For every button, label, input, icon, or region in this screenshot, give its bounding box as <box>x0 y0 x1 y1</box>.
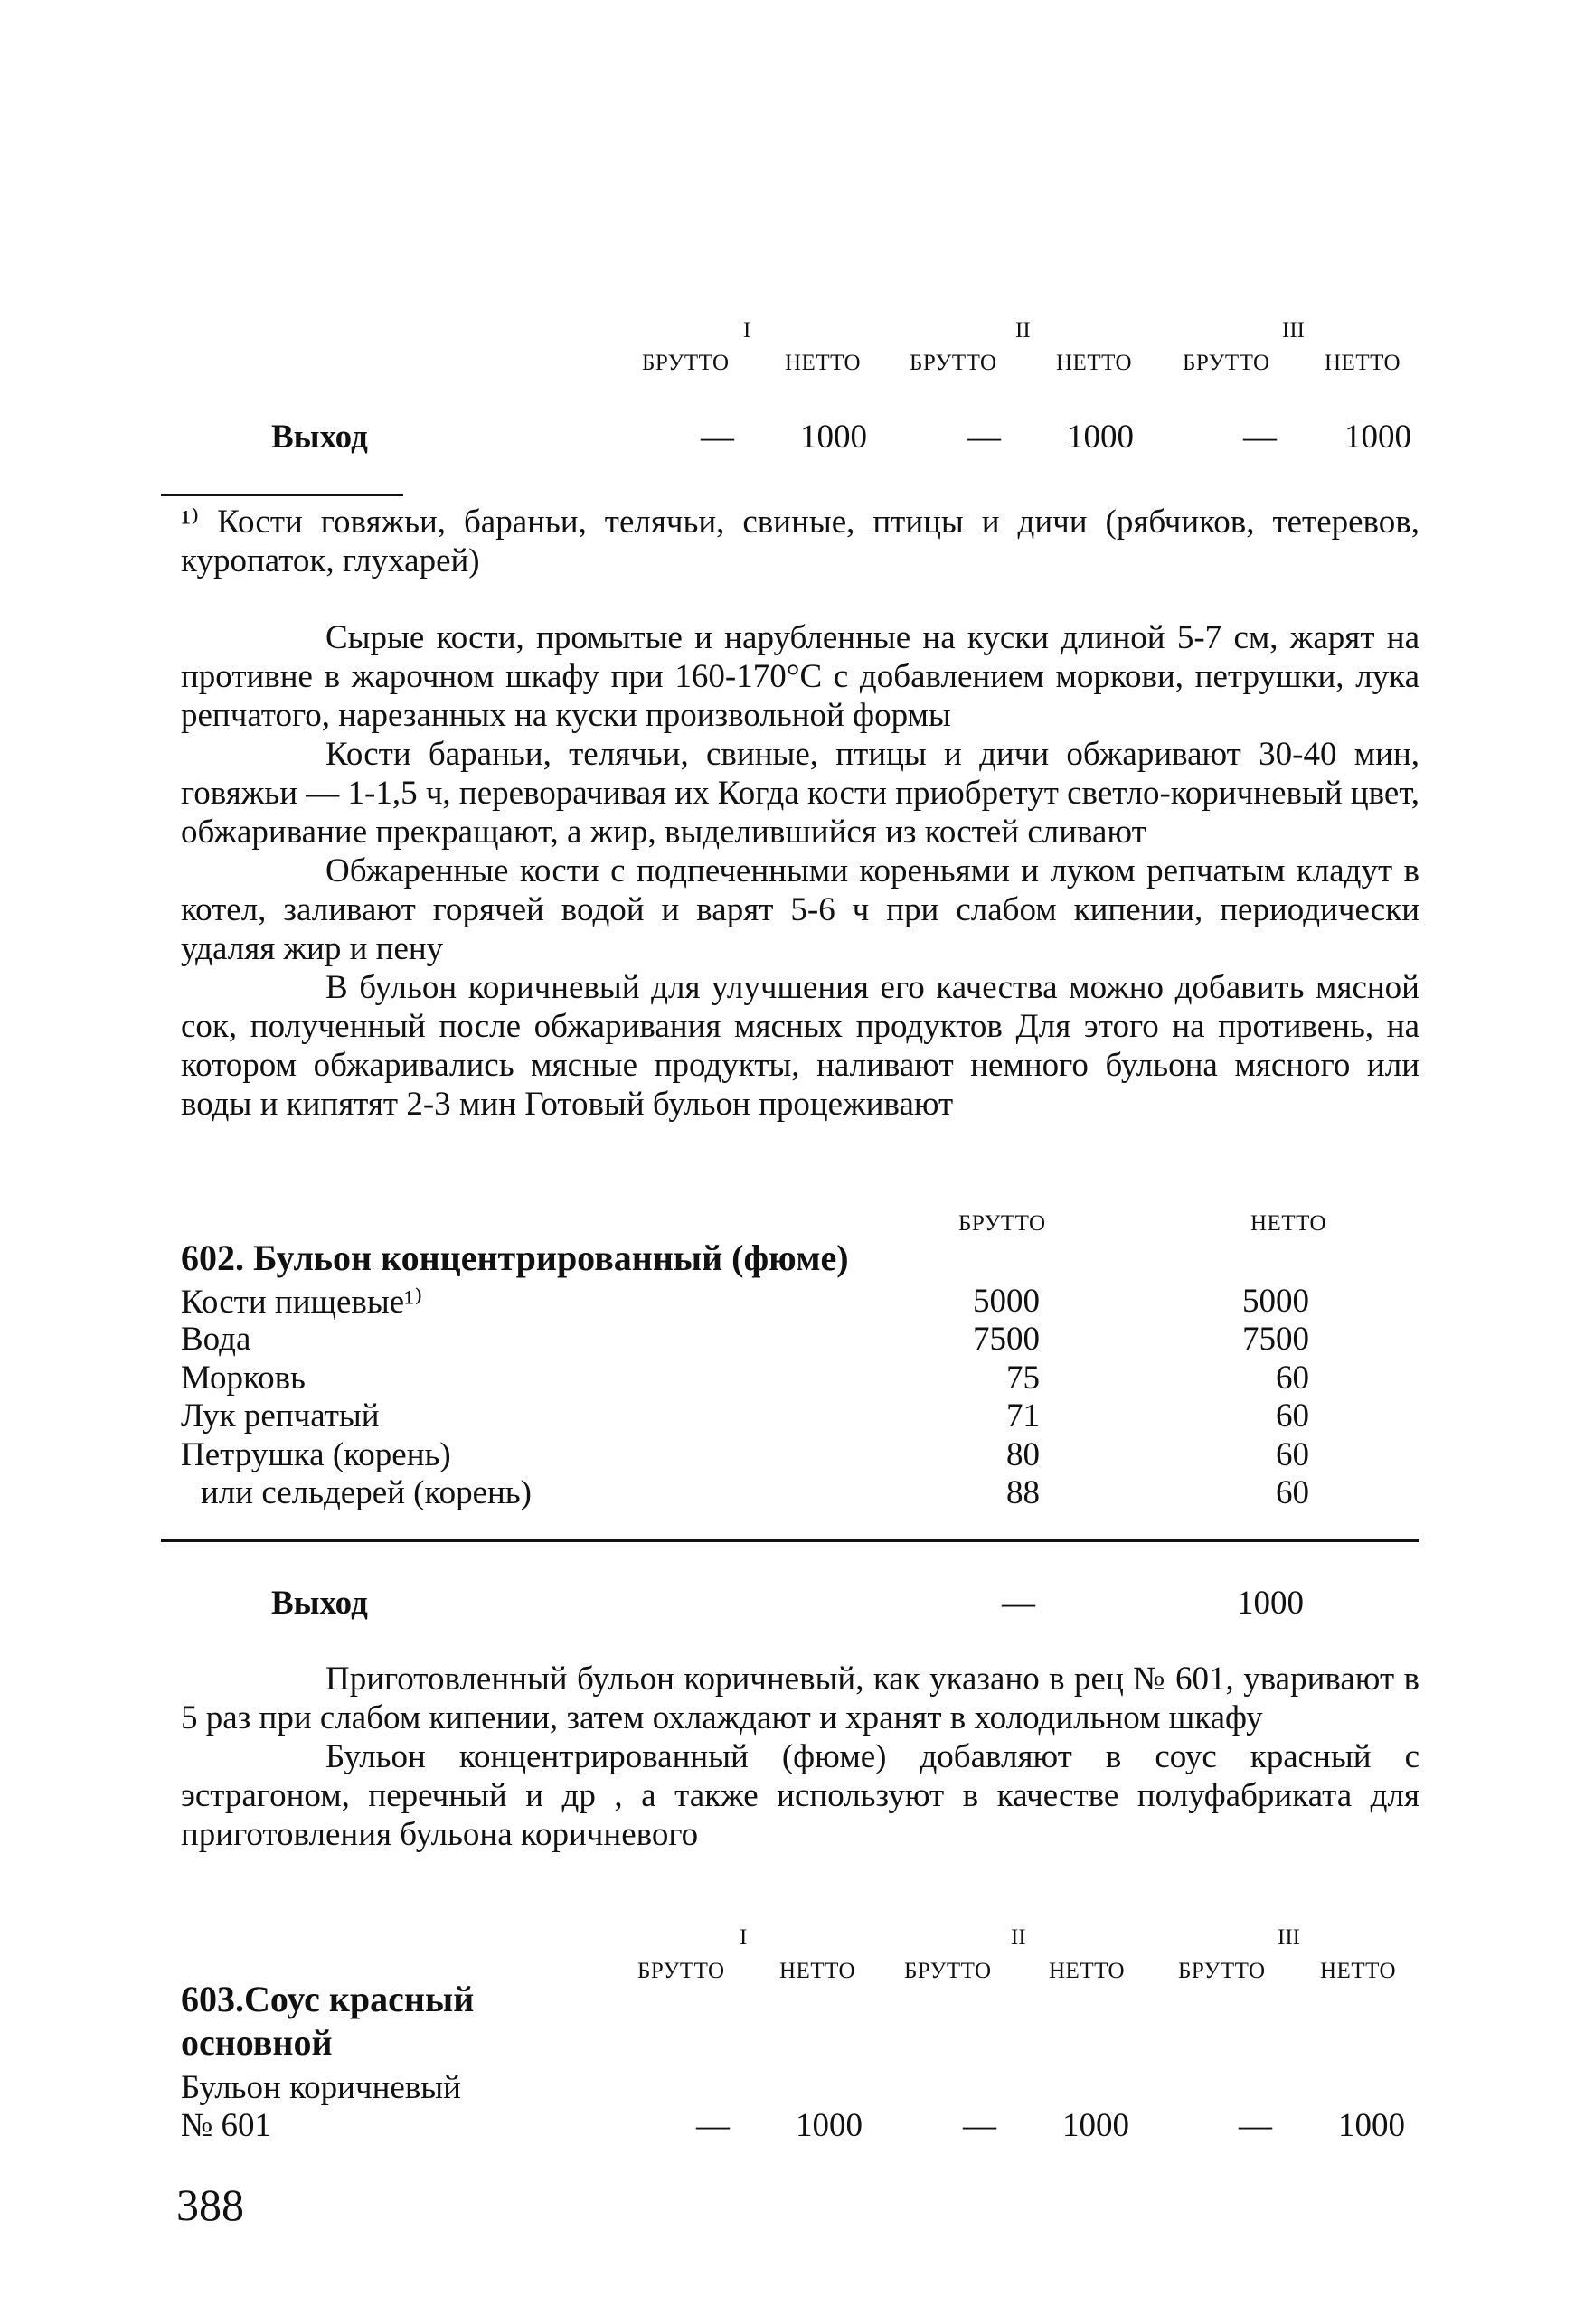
ingredient-netto: 7500 <box>1242 1321 1309 1358</box>
ingredient-brutto: 5000 <box>973 1283 1040 1320</box>
ingredient-name: Морковь <box>181 1360 306 1397</box>
ingredient-name: Вода <box>181 1321 251 1358</box>
column-group-III: III <box>1282 318 1305 343</box>
r603-ingredient-line2: № 601 <box>181 2107 272 2144</box>
ingredient-netto: 60 <box>1276 1397 1309 1435</box>
recipe-602-text <box>181 1660 1419 1854</box>
header-netto-3: НЕТТО <box>1325 351 1401 375</box>
ingredient-brutto: 7500 <box>973 1321 1040 1358</box>
r602-yield-brutto: — <box>1002 1585 1035 1622</box>
footnote-text: ¹⁾ Кости говяжьи, бараньи, телячьи, свиные, птицы и дичи (рябчиков, тетеревов, куропаток, глухарей) <box>181 503 1419 579</box>
column-group-I: I <box>743 318 751 343</box>
table-rule <box>161 1539 1419 1542</box>
ingredient-brutto: 88 <box>1006 1474 1040 1511</box>
r603-group-II: II <box>1011 1925 1026 1950</box>
r603-group-I: I <box>740 1925 748 1950</box>
page-number: 388 <box>176 2179 244 2230</box>
r603-brutto-1: — <box>696 2107 730 2144</box>
recipe-601-text <box>181 618 1419 1124</box>
ingredient-netto: 60 <box>1276 1360 1309 1397</box>
ingredient-name: Кости пищевые¹⁾ <box>181 1284 423 1321</box>
r602-yield-label: Выход <box>271 1585 368 1622</box>
yield-label: Выход <box>271 419 368 456</box>
yield-brutto-1: — <box>701 419 734 456</box>
yield-netto-3: 1000 <box>1344 419 1411 456</box>
yield-netto-2: 1000 <box>1067 419 1134 456</box>
ingredient-name: или сельдерей (корень) <box>201 1474 533 1511</box>
ingredient-brutto: 71 <box>1006 1397 1040 1435</box>
header-brutto-2: БРУТТО <box>910 351 997 375</box>
r603-brutto-2: — <box>963 2107 996 2144</box>
recipe-603-title-line2: основной <box>181 2022 333 2063</box>
r603-header-brutto-1: БРУТТО <box>637 1959 725 1983</box>
paragraph-1: Сырые кости, промытые и нарубленные на куски длиной 5-7 см, жарят на противне в жарочном шкафу при 160-170°С с добавлением моркови, петрушки, лука репчатого, нарезанных на куски произвольной формы <box>181 619 1419 734</box>
r603-header-brutto-2: БРУТТО <box>904 1959 992 1983</box>
r602-yield-netto: 1000 <box>1237 1585 1304 1622</box>
r602-header-brutto: БРУТТО <box>958 1211 1046 1236</box>
yield-brutto-2: — <box>967 419 1001 456</box>
r602-header-netto: НЕТТО <box>1250 1211 1327 1236</box>
paragraph-4: В бульон коричневый для улучшения его качества можно добавить мясной сок, полученный после обжаривания мясных продуктов Для этого на противень, на котором обжаривались мясные продукты, наливают немного бульона мясного или воды и кипятят 2-3 мин Готовый бульон процеживают <box>181 969 1419 1123</box>
r603-netto-3: 1000 <box>1338 2107 1405 2144</box>
header-netto-2: НЕТТО <box>1056 351 1133 375</box>
yield-brutto-3: — <box>1243 419 1277 456</box>
r603-netto-2: 1000 <box>1062 2107 1129 2144</box>
recipe-603-title-line1: 603.Соус красный <box>181 1979 475 2019</box>
yield-netto-1: 1000 <box>800 419 867 456</box>
ingredient-netto: 60 <box>1276 1436 1309 1473</box>
paragraph-1: Приготовленный бульон коричневый, как указано в рец № 601, уваривают в 5 раз при слабом кипении, затем охлаждают и хранят в холодильном шкафу <box>181 1661 1419 1736</box>
ingredient-name: Петрушка (корень) <box>181 1436 451 1473</box>
recipe-602-title: 602. Бульон концентрированный (фюме) <box>181 1237 849 1278</box>
ingredient-brutto: 80 <box>1006 1436 1040 1473</box>
paragraph-2: Кости бараньи, телячьи, свиные, птицы и дичи обжаривают 30-40 мин, говяжьи — 1-1,5 ч, переворачивая их Когда кости приобретут светло-коричневый цвет, обжаривание прекращают, а жир, выделившийся из костей сливают <box>181 736 1419 851</box>
r603-brutto-3: — <box>1239 2107 1272 2144</box>
column-group-II: II <box>1015 318 1031 343</box>
r603-header-brutto-3: БРУТТО <box>1178 1959 1266 1983</box>
r603-header-netto-1: НЕТТО <box>779 1959 856 1983</box>
header-netto-1: НЕТТО <box>785 351 862 375</box>
footnote-rule <box>161 494 403 496</box>
r603-header-netto-2: НЕТТО <box>1049 1959 1126 1983</box>
header-brutto-3: БРУТТО <box>1183 351 1270 375</box>
ingredient-netto: 60 <box>1276 1474 1309 1511</box>
footnote <box>181 503 1419 580</box>
header-brutto-1: БРУТТО <box>642 351 730 375</box>
ingredient-name: Лук репчатый <box>181 1397 380 1435</box>
ingredient-netto: 5000 <box>1242 1283 1309 1320</box>
ingredient-brutto: 75 <box>1006 1360 1040 1397</box>
paragraph-2: Бульон концентрированный (фюме) добавляют в соус красный с эстрагоном, перечный и др , а также используют в качестве полуфабриката для приготовления бульона коричневого <box>181 1738 1419 1853</box>
r603-group-III: III <box>1278 1925 1300 1950</box>
r603-ingredient-line1: Бульон коричневый <box>181 2069 461 2106</box>
r603-netto-1: 1000 <box>796 2107 863 2144</box>
r603-header-netto-3: НЕТТО <box>1320 1959 1397 1983</box>
paragraph-3: Обжаренные кости с подпеченными кореньями и луком репчатым кладут в котел, заливают горячей водой и варят 5-6 ч при слабом кипении, периодически удаляя жир и пену <box>181 852 1419 967</box>
